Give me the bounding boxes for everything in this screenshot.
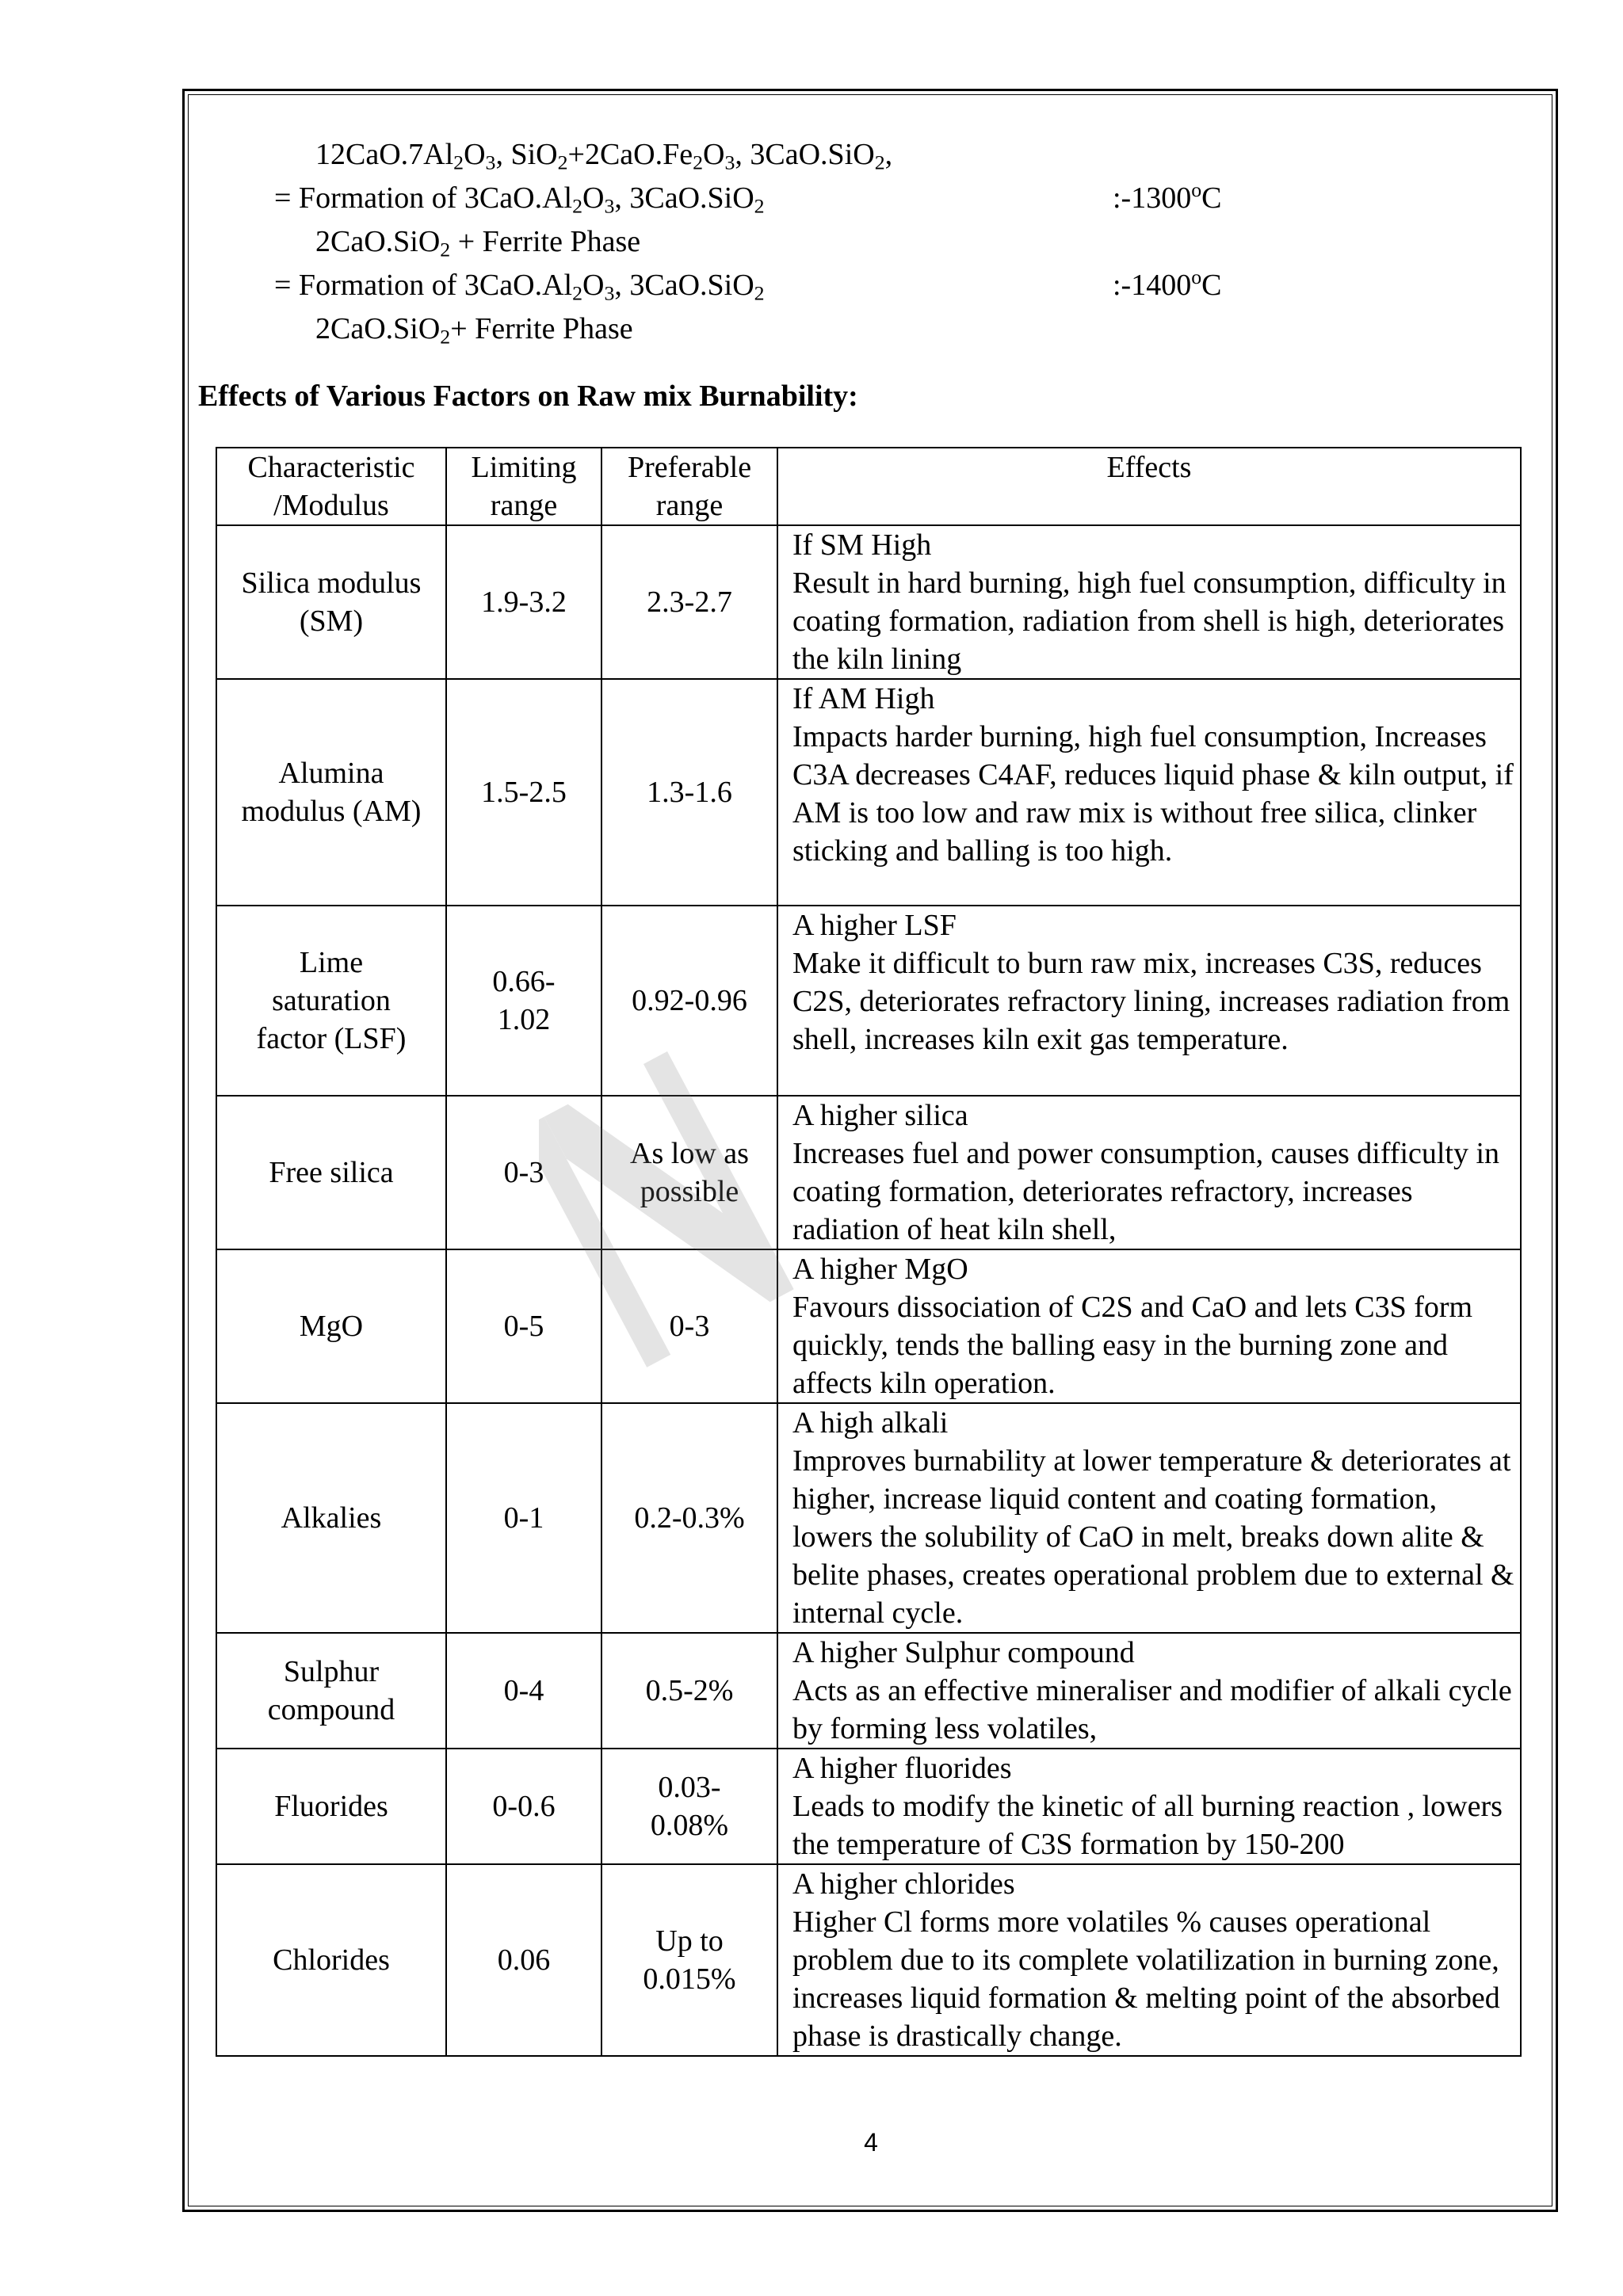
- effect-body: Higher Cl forms more volatiles % causes operational problem due to its complete volatilization in burning zone, increases liquid formation & melting point of the absorbed phase is drastically change.: [792, 1905, 1500, 2053]
- cell-effects: [777, 1403, 1521, 1633]
- effect-body: Make it difficult to burn raw mix, increases C3S, reduces C2S, deteriorates refractory lining, increases radiation from shell, increases kiln exit gas temperature.: [792, 947, 1510, 1056]
- cell-characteristic: MgO: [216, 1249, 446, 1403]
- burnability-factors-table: [216, 447, 1522, 2057]
- cell-preferable-range: Up to 0.015%: [601, 1864, 777, 2056]
- cell-preferable-range: 0.5-2%: [601, 1633, 777, 1749]
- header-limiting-range: Limiting range: [446, 448, 601, 525]
- cell-characteristic: Alumina modulus (AM): [216, 679, 446, 906]
- cell-limiting-range: 0.06: [446, 1864, 601, 2056]
- formula-line-1: $12CaO.7Al_2O_3$, $SiO_2+2CaO.Fe_2O_3$, 3CaO.SiO$_2$,: [315, 138, 893, 174]
- cell-characteristic: Sulphur compound: [216, 1633, 446, 1749]
- cell-characteristic: Fluorides: [216, 1749, 446, 1864]
- cell-effects: [777, 679, 1521, 906]
- cell-limiting-range: 0.66- 1.02: [446, 906, 601, 1096]
- effect-title: A higher LSF: [792, 909, 957, 942]
- cell-effects: [777, 1249, 1521, 1403]
- table-row: [216, 1096, 1521, 1249]
- formula-line-2: = Formation of $3CaO.Al_2O_3$, 3CaO.SiO$_2$: [274, 181, 765, 218]
- table-header-row: [216, 448, 1521, 525]
- page-number: 4: [864, 2128, 878, 2157]
- effect-title: A higher fluorides: [792, 1752, 1012, 1785]
- table-row: [216, 525, 1521, 679]
- cell-preferable-range: As low as possible: [601, 1096, 777, 1249]
- effect-body: Acts as an effective mineraliser and modifier of alkali cycle by forming less volatiles,: [792, 1674, 1512, 1745]
- effect-body: Favours dissociation of C2S and CaO and lets C3S form quickly, tends the balling easy in the burning zone and affects kiln operation.: [792, 1291, 1473, 1400]
- cell-effects: [777, 1864, 1521, 2056]
- temperature-1400: :-1400$^o$C: [1113, 265, 1222, 302]
- effect-body: Leads to modify the kinetic of all burning reaction , lowers the temperature of C3S formation by 150-200: [792, 1790, 1503, 1861]
- formula-line-3: 2CaO.SiO$_2$ + Ferrite Phase: [315, 225, 641, 261]
- cell-limiting-range: 1.9-3.2: [446, 525, 601, 679]
- table-row: [216, 1864, 1521, 2056]
- effect-title: A high alkali: [792, 1406, 949, 1440]
- cell-limiting-range: 0-4: [446, 1633, 601, 1749]
- effect-body: Impacts harder burning, high fuel consumption, Increases C3A decreases C4AF, reduces liquid phase & kiln output, if AM is too low and raw mix is without free silica, clinker sticking and balling is too high.: [792, 720, 1514, 868]
- header-effects: Effects: [777, 448, 1521, 525]
- cell-characteristic: Silica modulus (SM): [216, 525, 446, 679]
- effect-title: A higher MgO: [792, 1253, 968, 1286]
- table-row: [216, 1749, 1521, 1864]
- cell-effects: [777, 1633, 1521, 1749]
- table-row: [216, 906, 1521, 1096]
- cell-limiting-range: 0-5: [446, 1249, 601, 1403]
- effect-title: If AM High: [792, 682, 935, 715]
- table-row: [216, 1633, 1521, 1749]
- cell-preferable-range: 0-3: [601, 1249, 777, 1403]
- effect-title: A higher Sulphur compound: [792, 1636, 1135, 1669]
- cell-preferable-range: 0.92-0.96: [601, 906, 777, 1096]
- cell-effects: [777, 906, 1521, 1096]
- header-preferable-range: Preferable range: [601, 448, 777, 525]
- cell-preferable-range: 0.2-0.3%: [601, 1403, 777, 1633]
- temperature-1300: :-1300$^o$C: [1113, 177, 1222, 215]
- effect-title: A higher silica: [792, 1099, 968, 1132]
- cell-characteristic: Lime saturation factor (LSF): [216, 906, 446, 1096]
- cell-limiting-range: 0-0.6: [446, 1749, 601, 1864]
- cell-characteristic: Alkalies: [216, 1403, 446, 1633]
- cell-preferable-range: 2.3-2.7: [601, 525, 777, 679]
- effect-body: Increases fuel and power consumption, causes difficulty in coating formation, deteriorates refractory, increases radiation of heat kiln shell,: [792, 1137, 1500, 1246]
- table-row: [216, 1249, 1521, 1403]
- formula-line-5: 2CaO.SiO$_2$+ Ferrite Phase: [315, 312, 633, 349]
- formula-line-4: = Formation of $3CaO.Al_2O_3$, 3CaO.SiO$_2$: [274, 269, 765, 305]
- table-row: [216, 1403, 1521, 1633]
- effect-title: If SM High: [792, 528, 932, 562]
- cell-characteristic: Free silica: [216, 1096, 446, 1249]
- header-characteristic: Characteristic /Modulus: [216, 448, 446, 525]
- section-heading: Effects of Various Factors on Raw mix Burnability:: [198, 379, 858, 413]
- effect-body: Result in hard burning, high fuel consumption, difficulty in coating formation, radiation from shell is high, deteriorates the kiln lining: [792, 566, 1507, 676]
- cell-limiting-range: 0-1: [446, 1403, 601, 1633]
- cell-effects: [777, 1096, 1521, 1249]
- table-row: [216, 679, 1521, 906]
- effect-body: Improves burnability at lower temperature & deteriorates at higher, increase liquid content and coating formation, lowers the solubility of CaO in melt, breaks down alite & belite phases, creates operational problem due to external & internal cycle.: [792, 1444, 1514, 1630]
- cell-effects: [777, 525, 1521, 679]
- cell-preferable-range: 1.3-1.6: [601, 679, 777, 906]
- cell-limiting-range: 0-3: [446, 1096, 601, 1249]
- cell-effects: [777, 1749, 1521, 1864]
- cell-preferable-range: 0.03- 0.08%: [601, 1749, 777, 1864]
- cell-characteristic: Chlorides: [216, 1864, 446, 2056]
- effect-title: A higher chlorides: [792, 1867, 1015, 1901]
- cell-limiting-range: 1.5-2.5: [446, 679, 601, 906]
